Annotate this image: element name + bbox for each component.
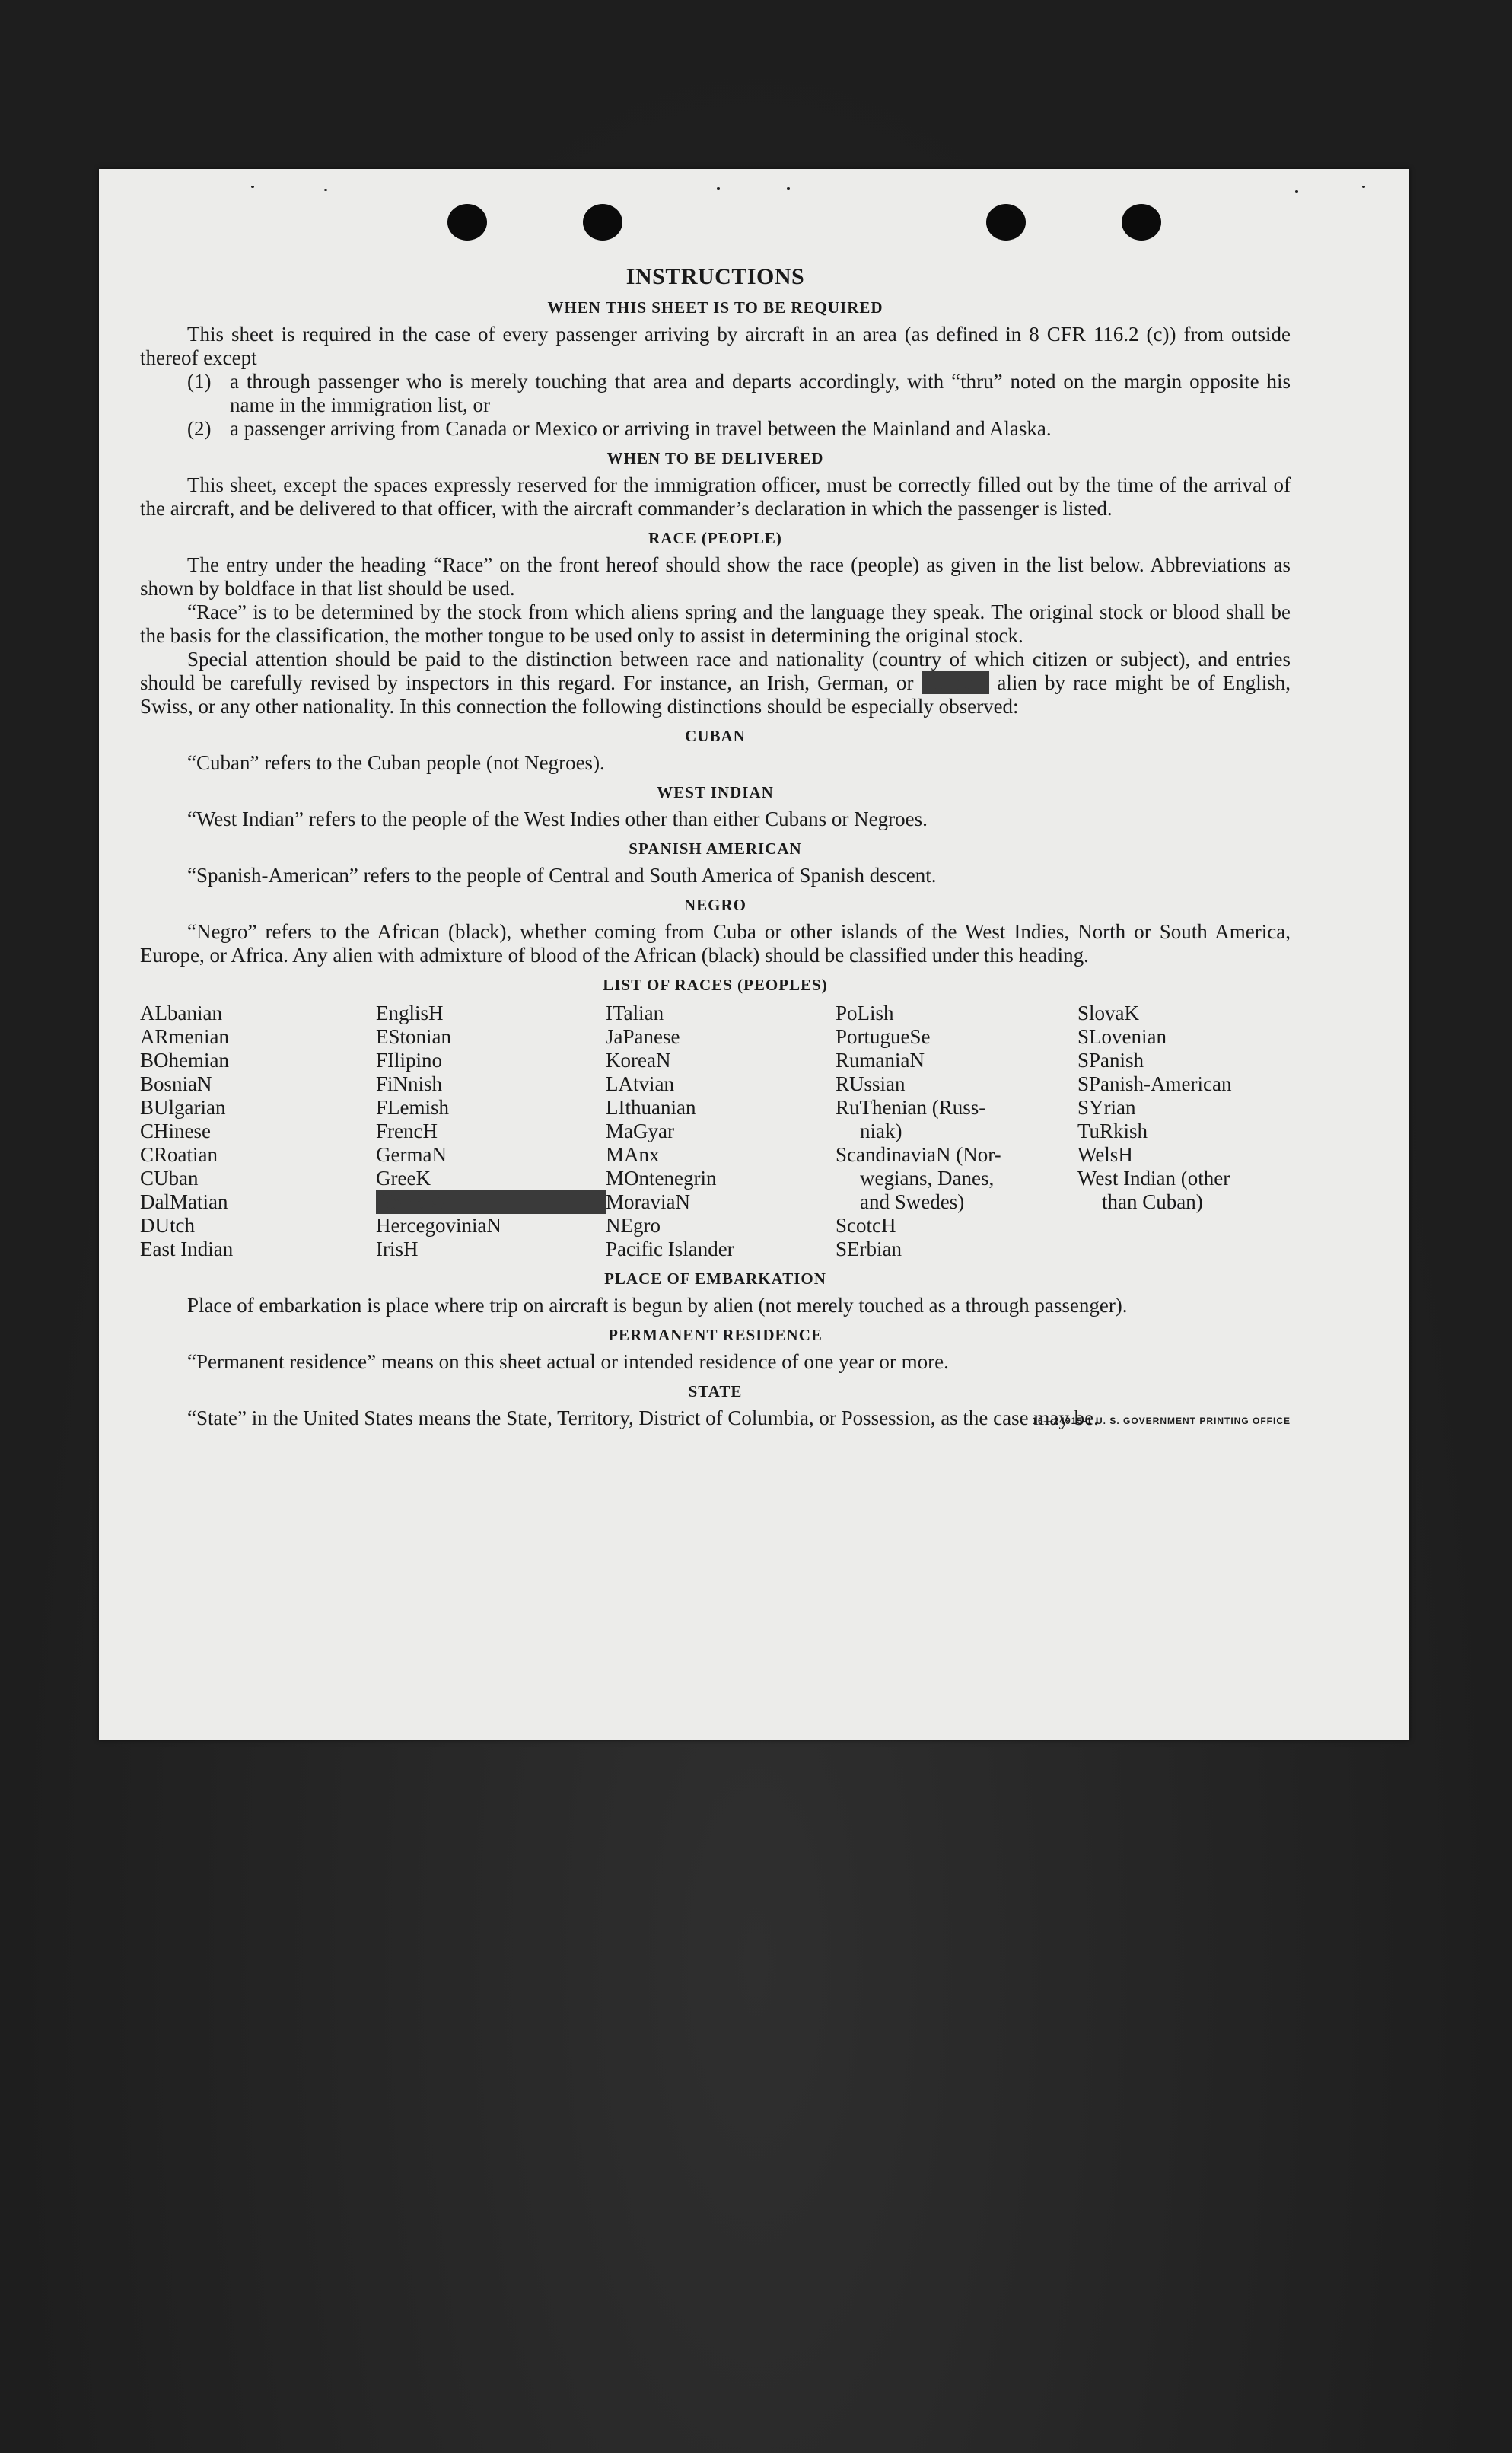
race-item: TuRkish bbox=[1077, 1120, 1148, 1142]
race-item: IrisH bbox=[376, 1238, 419, 1260]
punch-hole bbox=[583, 204, 622, 241]
race-item: ITalian bbox=[606, 1002, 664, 1024]
dust-speck bbox=[717, 187, 720, 190]
paragraph: “Cuban” refers to the Cuban people (not Negroes). bbox=[187, 751, 605, 774]
paragraph: “West Indian” refers to the people of the West Indies other than either Cubans or Negroes. bbox=[187, 808, 928, 830]
race-item: RUssian bbox=[836, 1072, 906, 1095]
section-heading: STATE bbox=[688, 1382, 743, 1400]
race-item-continued: than Cuban) bbox=[1102, 1190, 1203, 1213]
instructions-content bbox=[140, 265, 1291, 1430]
races-column bbox=[140, 1002, 376, 1261]
race-item: MOntenegrin bbox=[606, 1167, 717, 1190]
list-text: a through passenger who is merely touching that area and departs accordingly, with “thru” noted on the margin opposite his name in the immigration list, or bbox=[230, 370, 1291, 416]
race-item: BOhemian bbox=[140, 1049, 229, 1072]
list-text: a passenger arriving from Canada or Mexico or arriving in travel between the Mainland and Alaska. bbox=[230, 417, 1052, 440]
dust-speck bbox=[324, 189, 327, 191]
punch-hole bbox=[986, 204, 1026, 241]
dust-speck bbox=[251, 186, 254, 188]
punch-hole bbox=[447, 204, 487, 241]
punch-hole bbox=[1122, 204, 1161, 241]
section-heading: NEGRO bbox=[683, 896, 746, 914]
race-item: LIthuanian bbox=[606, 1096, 696, 1119]
race-item: CHinese bbox=[140, 1120, 211, 1142]
race-item: GermaN bbox=[376, 1143, 447, 1166]
race-item-continued: and Swedes) bbox=[860, 1190, 965, 1213]
paragraph: “Spanish-American” refers to the people of Central and South America of Spanish descent. bbox=[187, 864, 937, 887]
paragraph: “Race” is to be determined by the stock from which aliens spring and the language they speak. The original stock or blood shall be the basis for the classification, the mother tongue to be used only to assist in determining the original stock. bbox=[140, 601, 1291, 647]
paragraph: Place of embarkation is place where trip on aircraft is begun by alien (not merely touched as a through passenger). bbox=[187, 1294, 1128, 1317]
section-heading: PLACE OF EMBARKATION bbox=[604, 1270, 826, 1288]
race-item: NEgro bbox=[606, 1214, 661, 1237]
dust-speck bbox=[1295, 190, 1298, 193]
race-item-continued: niak) bbox=[860, 1120, 902, 1142]
race-item: WelsH bbox=[1077, 1143, 1133, 1166]
race-item: SErbian bbox=[836, 1238, 902, 1260]
redacted-word: HebreW bbox=[376, 1190, 606, 1214]
race-item: MAnx bbox=[606, 1143, 660, 1166]
race-item bbox=[376, 1190, 606, 1214]
race-item: SlovaK bbox=[1077, 1002, 1139, 1024]
race-item: West Indian (other bbox=[1077, 1167, 1230, 1190]
race-item: ALbanian bbox=[140, 1002, 222, 1024]
race-item: LAtvian bbox=[606, 1072, 674, 1095]
race-item: CUban bbox=[140, 1167, 199, 1190]
race-item: KoreaN bbox=[606, 1049, 671, 1072]
state-block bbox=[140, 1406, 1291, 1430]
redacted-word: Hebrew bbox=[922, 671, 988, 694]
race-item: MaGyar bbox=[606, 1120, 674, 1142]
race-item: RuThenian (Russ- bbox=[836, 1096, 986, 1119]
race-item: BosniaN bbox=[140, 1072, 212, 1095]
dust-speck bbox=[787, 187, 790, 190]
paragraph: “State” in the United States means the State, Territory, District of Columbia, or Possession, as the case may be. bbox=[187, 1406, 1099, 1429]
list-number: (2) bbox=[187, 417, 212, 440]
race-item: JaPanese bbox=[606, 1025, 680, 1048]
race-item: PoLish bbox=[836, 1002, 894, 1024]
paragraph: The entry under the heading “Race” on the front hereof should show the race (people) as given in the list below. Abbreviations as shown by boldface in that list should be used. bbox=[140, 553, 1291, 600]
race-item: FLemish bbox=[376, 1096, 450, 1119]
race-item: BUlgarian bbox=[140, 1096, 226, 1119]
dust-speck bbox=[1362, 186, 1365, 188]
section-heading: WEST INDIAN bbox=[657, 783, 774, 801]
page-title: INSTRUCTIONS bbox=[625, 264, 805, 289]
races-column bbox=[606, 1002, 836, 1261]
races-column bbox=[1077, 1002, 1291, 1261]
race-item: CRoatian bbox=[140, 1143, 218, 1166]
races-column bbox=[836, 1002, 1077, 1261]
race-item: SPanish-American bbox=[1077, 1072, 1232, 1095]
race-item: ScotcH bbox=[836, 1214, 896, 1237]
section-heading: WHEN THIS SHEET IS TO BE REQUIRED bbox=[547, 298, 883, 317]
section-heading: RACE (PEOPLE) bbox=[648, 529, 782, 547]
race-item: SLovenian bbox=[1077, 1025, 1167, 1048]
race-item-continued: wegians, Danes, bbox=[860, 1167, 995, 1190]
race-item: DUtch bbox=[140, 1214, 195, 1237]
races-list bbox=[140, 1002, 1291, 1261]
section-heading: PERMANENT RESIDENCE bbox=[608, 1326, 823, 1344]
race-item: SPanish bbox=[1077, 1049, 1144, 1072]
paragraph: This sheet is required in the case of every passenger arriving by aircraft in an area (as defined in 8 CFR 116.2 (c)) from outside thereof except bbox=[140, 323, 1291, 369]
race-item: RumaniaN bbox=[836, 1049, 925, 1072]
section-heading: CUBAN bbox=[685, 727, 746, 745]
list-item bbox=[187, 417, 1291, 441]
document-sheet bbox=[99, 169, 1409, 1740]
race-item: FrencH bbox=[376, 1120, 438, 1142]
race-item: DalMatian bbox=[140, 1190, 228, 1213]
race-item: MoraviaN bbox=[606, 1190, 690, 1213]
race-item: FiNnish bbox=[376, 1072, 443, 1095]
races-column bbox=[376, 1002, 606, 1261]
paragraph bbox=[140, 648, 1291, 718]
paragraph: “Negro” refers to the African (black), whether coming from Cuba or other islands of the West Indies, North or South America, Europe, or Africa. Any alien with admixture of blood of the African (black) should be classified under this heading. bbox=[140, 920, 1291, 967]
section-heading: SPANISH AMERICAN bbox=[629, 839, 802, 858]
paragraph-text: Special attention should be paid to the distinction between race and nationality (country of which citizen or subject), and entries should be carefully revised by inspectors in this regard. For instance, an Irish, German, or bbox=[140, 648, 1291, 694]
race-item: FIlipino bbox=[376, 1049, 443, 1072]
race-item: Pacific Islander bbox=[606, 1238, 734, 1260]
race-item: PortugueSe bbox=[836, 1025, 931, 1048]
paragraph: “Permanent residence” means on this sheet actual or intended residence of one year or more. bbox=[187, 1350, 949, 1373]
race-item: HercegoviniaN bbox=[376, 1214, 501, 1237]
list-number: (1) bbox=[187, 370, 212, 393]
race-item: SYrian bbox=[1077, 1096, 1136, 1119]
section-heading: LIST OF RACES (PEOPLES) bbox=[603, 976, 828, 994]
race-item: EStonian bbox=[376, 1025, 451, 1048]
race-item: GreeK bbox=[376, 1167, 431, 1190]
paragraph-text: alien by race might be of English, Swiss, or any other nationality. In this connection the following distinctions should be especially observed: bbox=[140, 671, 1291, 718]
paragraph: This sheet, except the spaces expressly reserved for the immigration officer, must be correctly filled out by the time of the arrival of the aircraft, and be delivered to that officer, with the aircraft commander’s declaration in which the passenger is listed. bbox=[140, 473, 1291, 520]
race-item: East Indian bbox=[140, 1238, 234, 1260]
printing-office-code: 16—24915-1 U. S. GOVERNMENT PRINTING OFFICE bbox=[1032, 1416, 1291, 1426]
race-item: EnglisH bbox=[376, 1002, 444, 1024]
list-item bbox=[187, 370, 1291, 417]
section-heading: WHEN TO BE DELIVERED bbox=[606, 449, 824, 467]
race-item: ARmenian bbox=[140, 1025, 229, 1048]
race-item: ScandinaviaN (Nor- bbox=[836, 1143, 1001, 1166]
